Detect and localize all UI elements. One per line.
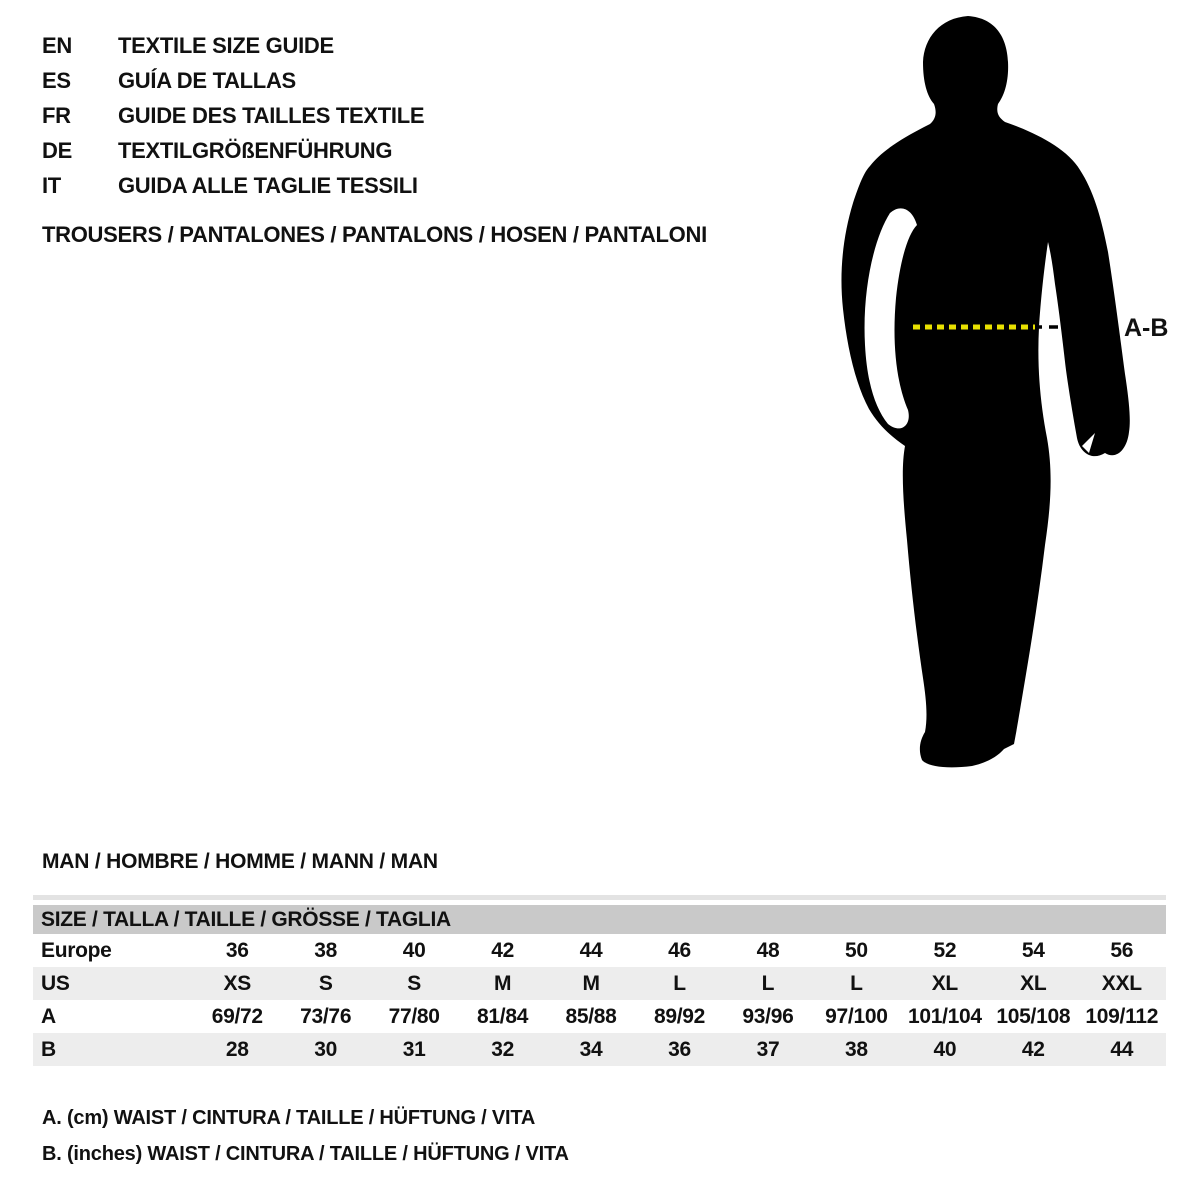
table-cell: 36 (225, 939, 249, 962)
table-cell: XL (931, 972, 958, 995)
language-list (42, 28, 424, 203)
language-title: GUIDE DES TAILLES TEXTILE (118, 102, 425, 128)
table-cell: S (318, 972, 333, 995)
footnote: A. (cm) WAIST / CINTURA / TAILLE / HÜFTUNG / VITA (42, 1107, 536, 1129)
language-code: IT (42, 172, 61, 198)
size-table (33, 895, 1166, 1066)
table-cell: 42 (491, 939, 514, 962)
table-cell: 97/100 (825, 1005, 888, 1028)
table-cell: 34 (579, 1038, 603, 1061)
table-cell: 38 (845, 1038, 868, 1061)
man-silhouette (841, 16, 1129, 767)
table-cell: 37 (756, 1038, 780, 1061)
table-cell: 44 (1110, 1038, 1134, 1061)
measure-label: A-B (1124, 314, 1169, 342)
category-title: TROUSERS / PANTALONES / PANTALONS / HOSEN / PANTALONI (42, 222, 707, 247)
language-code: FR (42, 102, 71, 128)
table-cell: 40 (402, 939, 426, 962)
table-cell: L (850, 972, 863, 995)
table-cell: M (582, 972, 600, 995)
footnotes (42, 1100, 569, 1172)
size-table-body (33, 934, 1166, 1066)
table-cell: 42 (1021, 1038, 1045, 1061)
table-row (33, 934, 1166, 967)
language-title: TEXTILE SIZE GUIDE (118, 32, 334, 58)
table-row (33, 967, 1166, 1000)
table-cell: 73/76 (300, 1005, 352, 1028)
table-cell: 36 (668, 1038, 691, 1061)
table-cell: 50 (845, 939, 868, 962)
section-title-man: MAN / HOMBRE / HOMME / MANN / MAN (42, 850, 438, 873)
table-cell: 69/72 (211, 1005, 263, 1028)
table-row-label: B (41, 1038, 56, 1061)
language-title: GUÍA DE TALLAS (118, 67, 296, 93)
table-cell: L (673, 972, 686, 995)
table-cell: 52 (933, 939, 957, 962)
table-cell: XXL (1101, 972, 1142, 995)
table-cell: 38 (314, 939, 338, 962)
language-code: DE (42, 137, 72, 163)
table-row (33, 1033, 1166, 1066)
footnote: B. (inches) WAIST / CINTURA / TAILLE / HÜFTUNG / VITA (42, 1143, 569, 1165)
table-cell: S (407, 972, 421, 995)
table-cell: 54 (1021, 939, 1045, 962)
table-cell: XS (223, 972, 251, 995)
table-cell: 89/92 (653, 1005, 706, 1028)
table-cell: 77/80 (388, 1005, 440, 1028)
table-cell: 109/112 (1085, 1005, 1159, 1028)
language-code: ES (42, 67, 71, 93)
size-table-header: SIZE / TALLA / TAILLE / GRÖSSE / TAGLIA (33, 905, 1166, 934)
table-row-label: Europe (41, 939, 112, 962)
table-cell: XL (1020, 972, 1047, 995)
language-row (42, 28, 424, 63)
table-cell: M (493, 972, 512, 995)
table-cell: 30 (314, 1038, 338, 1061)
table-cell: 44 (579, 939, 603, 962)
table-cell: 32 (491, 1038, 514, 1061)
language-row (42, 98, 424, 133)
table-cell: 105/108 (996, 1005, 1071, 1028)
language-row (42, 63, 424, 98)
table-cell: 81/84 (477, 1005, 529, 1028)
table-cell: 85/88 (565, 1005, 617, 1028)
table-cell: 56 (1110, 939, 1134, 962)
language-title: GUIDA ALLE TAGLIE TESSILI (118, 172, 418, 198)
table-top-border (33, 895, 1166, 900)
table-row-label: A (41, 1005, 56, 1028)
language-row (42, 168, 424, 203)
table-cell: L (761, 972, 775, 995)
table-cell: 31 (402, 1038, 426, 1061)
table-row-label: US (41, 972, 70, 995)
man-figure (820, 0, 1200, 800)
table-cell: 40 (933, 1038, 957, 1061)
table-cell: 93/96 (742, 1005, 794, 1028)
language-row (42, 133, 424, 168)
table-cell: 101/104 (907, 1005, 982, 1028)
language-title: TEXTILGRÖßENFÜHRUNG (118, 137, 393, 163)
table-cell: 46 (668, 939, 691, 962)
table-cell: 28 (225, 1038, 249, 1061)
table-cell: 48 (756, 939, 780, 962)
language-code: EN (42, 32, 72, 58)
table-row (33, 1000, 1166, 1033)
